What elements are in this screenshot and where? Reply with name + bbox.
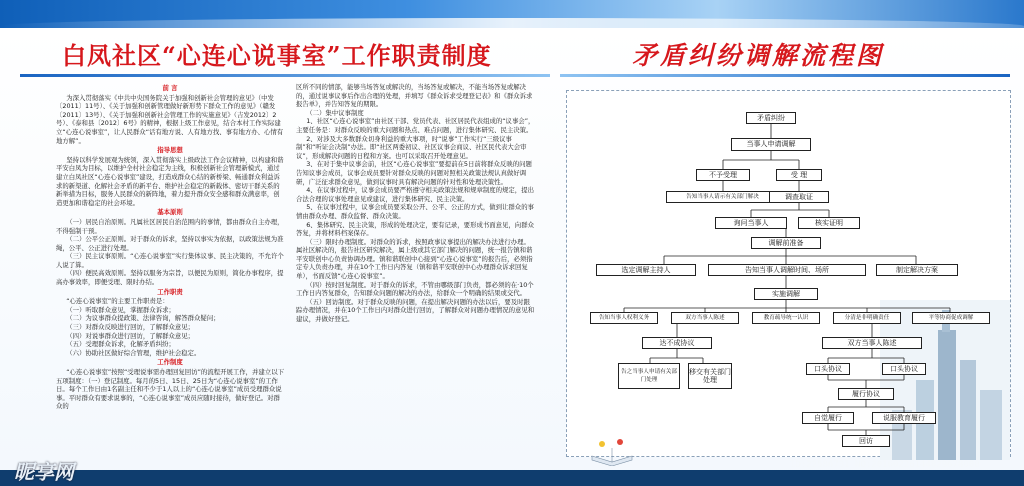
node-apply-department: 告之当事人申请有关部门处理 — [618, 363, 680, 389]
node-no-agreement: 达不成协议 — [642, 337, 712, 349]
paragraph-reply: （四）按时回复制度。对于群众的诉求，不管由哪级部门负责，都必须的在·10个工作日内答复群众，告知群众问题的解决的办法，给群众一个明确的结果或交代。 — [296, 280, 534, 298]
collective-item: 3、在对于集中议事会前，社区“心连心说事室”要提前在5日前将群众反映的问题告知议事会成员，议事会成员要针对群众反映的问题对照相关政策法规认真做好调研，广泛征求群众意见，做到议事时具有解决问题的针对性和处理决策性。 — [296, 160, 532, 186]
node-inform-department: 告知当事人请示有关部门解决 — [666, 191, 779, 203]
text-column-2 — [296, 83, 536, 483]
node-transfer: 移交有关部门处理 — [688, 363, 732, 389]
watermark-id: ID:22586731 NO:20160226144829678000 — [790, 460, 980, 470]
left-divider — [20, 74, 550, 77]
node-notify-time: 告知当事人调解时间、场所 — [708, 264, 866, 276]
basic-item: （三）民主议事原则。“心连心说事室”实行集体议事、民主决策的，不允许个人说了算。 — [56, 252, 284, 269]
duty-item: （一）听取群众意见，掌握群众诉求； — [66, 305, 175, 314]
heading-duty: 工作职责 — [157, 287, 183, 296]
collective-item: 2、对涉及大多数群众切身利益的重大事项，时“说事”工作实行“三级议事制”和“听证会决制”办法。即“社区两委初议、社区议事会商议、社区民代表大会审议”，形成解决问题的日程和方案。也可以采取召开处理意见。 — [296, 134, 527, 160]
node-rights: 告知当事人权利义务 — [590, 312, 658, 324]
duty-item: （五）受理群众诉求，化解矛盾纠纷； — [66, 340, 175, 349]
bottom-bar — [0, 470, 1024, 486]
paragraph-system: “心连心说事室”按照“受理说事需办理回复回访”的流程开展工作，并建立以下五项制度：（一）登记制度。每月的5日、15日、25日为“心连心说事室”的工作日。每个工作日由1名副主任和不少于1人以上的“心连心说事室”成员受理群众说事。平时群众有要求说事的，“心连心说事室”成员应随时接待，做好登记。对群众的 — [56, 368, 284, 411]
node-ask-party: 询问当事人 — [715, 217, 787, 229]
node-educate: 教育疏导统一认识 — [752, 312, 820, 324]
heading-collective: （二）集中议事制度 — [306, 108, 364, 117]
paragraph-revisit: （五）回访制度。对于群众反映的问题，在提出解决问题的办法以后，要及时跟踪办理情况，并在10个工作日内对群众进行回访，了解群众对问题办理情况的意见和建议，并做好登记。 — [296, 297, 535, 324]
basic-item: （二）公平公正原则。对于群众的诉求，坚持以事实为依据，以政策法规为准绳，公平、公正进行处理。 — [56, 235, 284, 252]
paragraph-continued: 区所不同的情部，能够当场答复或解决的，当场答复或解决，不能当场答复或解决的，通过说事议事后作出合理的处理，并填写《群众诉求受理登记表》和《群众诉求报告单》，并告知答复的期限。 — [296, 83, 533, 109]
heading-preface: 前 言 — [162, 84, 178, 92]
node-statements: 双方当事人陈述 — [671, 312, 739, 324]
node-prepare: 调解前准备 — [751, 237, 821, 249]
node-implement: 实施调解 — [754, 288, 818, 300]
heading-system: 工作制度 — [157, 358, 183, 367]
collective-item: 1、社区“心连心说事室”由社区干部、党员代表、社区居民代表组成的“议事会”，主要任务是：对群众反映的重大问题和热点、难点问题，进行集体研究、民主决策。 — [296, 117, 535, 134]
node-apply: 当事人申请调解 — [731, 138, 811, 151]
collective-item: 4、在议事过程中，议事会成员要严格遵守相关政策法规和规章制度的规定，提出合法合理的议事处理意见或建议，进行集体研究、民主决策。 — [296, 186, 534, 203]
node-verify: 核实证明 — [798, 217, 860, 229]
collective-item: 6、集体研究、民主决策，形成的处理决定，要有记录，要形成书面意见，向群众答复，并将材料档案保存。 — [296, 220, 534, 238]
node-responsibility: 分清是非明确责任 — [833, 312, 901, 324]
duty-intro: “心连心说事室”的主要工作职责是： — [66, 297, 169, 306]
collective-item: 5、在议事过程中，议事会成员要采取公开、公平、公正的方式，做到让群众的事情由群众办理、群众监督、群众决策。 — [296, 203, 534, 220]
node-parties-statement: 双方当事人陈述 — [822, 337, 922, 349]
left-title: 白凤社区“心连心说事室”工作职责制度 — [62, 41, 492, 70]
node-oral-agreement-1: 口头协议 — [806, 363, 850, 375]
book-decoration-icon — [590, 436, 634, 466]
duty-item: （三）对群众反映进行回访，了解群众意见； — [66, 323, 195, 332]
watermark-logo: 昵享网 — [14, 460, 74, 484]
heading-basic: 基本原则 — [157, 208, 183, 217]
basic-item: （四）便民高效原则。坚持以服务为宗旨，以便民为原则，简化办事程序，提高办事效率，即便受理、限时办结。 — [56, 269, 284, 287]
duty-item: （六）协助社区做好综合管理，维护社会稳定。 — [66, 348, 201, 357]
right-divider — [560, 74, 1010, 77]
node-plan: 制定解决方案 — [876, 264, 958, 276]
duty-item: （二）为议事群众提政策、法律咨询，解答群众疑问； — [66, 314, 220, 323]
flowchart — [566, 90, 1011, 457]
node-dispute: 矛盾纠纷 — [746, 112, 796, 124]
top-banner — [0, 0, 1024, 30]
node-reject: 不予受理 — [696, 169, 750, 181]
node-negotiate: 平等协商促成调解 — [912, 312, 990, 324]
paragraph-guide: 坚持以科学发展观为统领，深入贯彻落实上级政法工作会议精神，以构建和谐平安白凤为目标，以维护全村社会稳定为主线，积极创新社会管理新模式，通过建立白凤社区“心连心说事室”建设，打造成群众心结的新桥梁、畅通群众利益诉求的新渠道、化解社会矛盾的新平台、维护社会稳定的新载体、密切干群关系的新举措为目标，服务人民群众的新阵地，着力提升群众安全感和群众满意率，创造更加和谐稳定的社会环境。 — [56, 155, 284, 207]
node-oral-agreement-2: 口头协议 — [882, 363, 926, 375]
heading-guide: 指导思想 — [157, 146, 183, 155]
node-accept: 受 理 — [776, 169, 822, 181]
node-select-host: 选定调解主持人 — [596, 264, 696, 276]
paragraph-preface: 为深入贯彻落实《中共中央国务院关于加强和创新社会管理的意见》（中发〔2011〕11号）、《关于加强和创新管理做好新形势下群众工作的意见》（赣发〔2011〕13号）、《关于加强和创新社会管理工作的实施意见》（吉发2012〕2号）、《泰和县〔2012〕6号》的精神，根据上级工作意见，结合本村工作实际建立“心连心说事室”，让人民群众“话有地方说、人有地方找、事有地方办、心情有地方解”。 — [56, 93, 284, 145]
text-column-1 — [56, 83, 284, 483]
node-revisit: 回访 — [842, 435, 890, 447]
basic-item: （一）居民自治原则。凡属社区居民自治范围内的事情，都由群众自主办理，不得强制干预。 — [56, 217, 284, 235]
paragraph-time-limit: （三）限时办理制度。对群众的诉求，按照政事议事提出的解决办法进行办理。属社区解决的，报告社区研究解决，属上级或其它部门解决的问题，统一报告镇和谐平安联创中心负责协调办理。镇和谐联创中心接到“心连心说事室”的报告后，必须指定专人负责办理，并在10个工作日内答复（镇和谐平安联创中心办理群众诉求回复单），书面反馈“心连心说事室”。 — [296, 237, 533, 281]
duty-item: （四）对说事群众进行回访，了解群众意见； — [66, 331, 195, 340]
node-self-perform: 自觉履行 — [802, 412, 854, 424]
node-investigate: 调查取证 — [769, 191, 829, 203]
node-persuade-perform: 说服教育履行 — [872, 412, 936, 424]
node-perform: 履行协议 — [838, 388, 894, 400]
right-title: 矛盾纠纷调解流程图 — [632, 41, 885, 70]
